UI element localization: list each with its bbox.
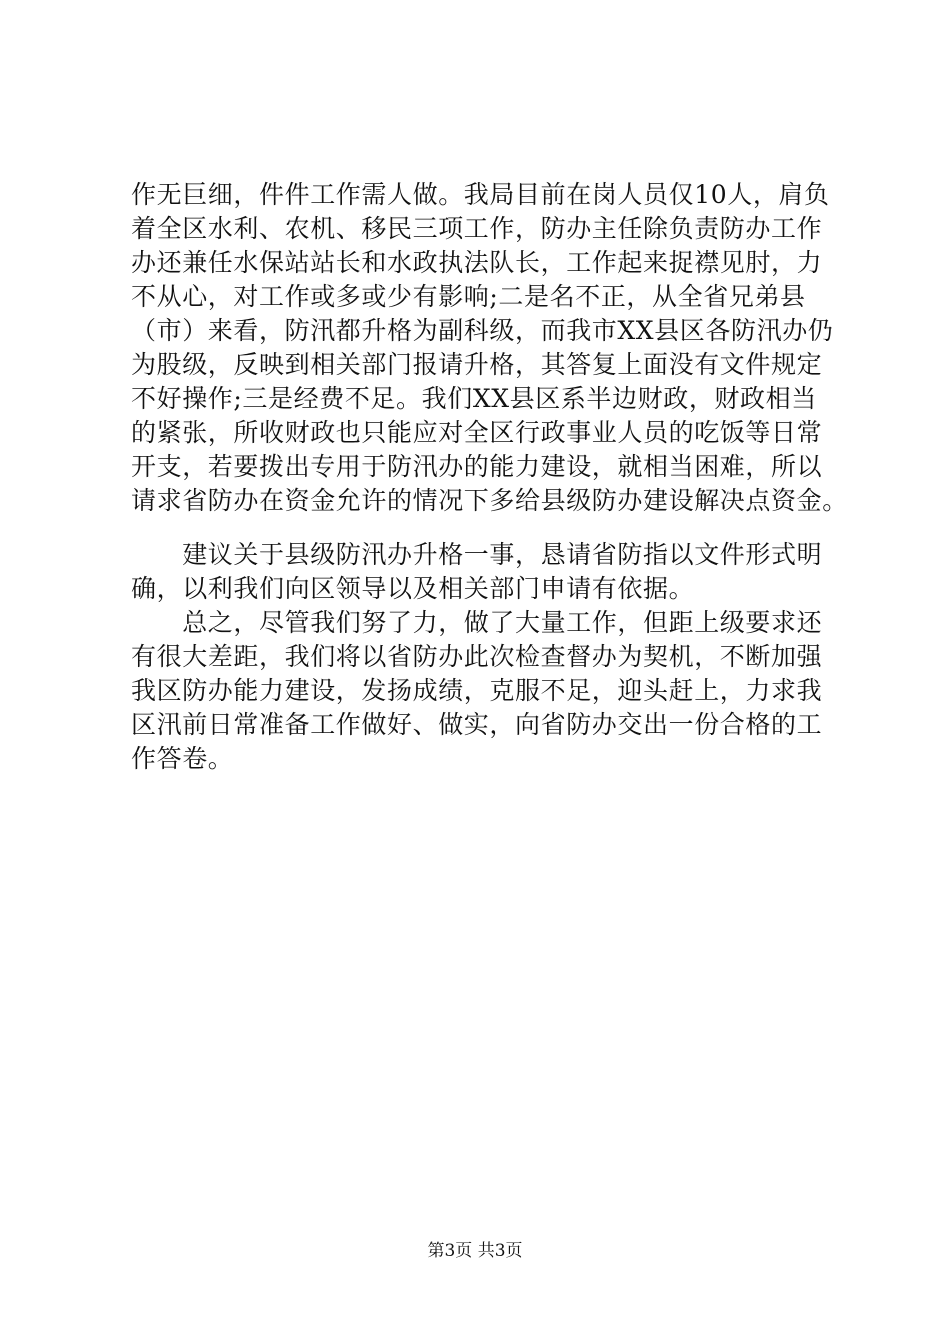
body-line: 的紧张，所收财政也只能应对全区行政事业人员的吃饭等日常 [131,418,823,447]
body-line: 办还兼任水保站站长和水政执法队长，工作起来捉襟见肘，力 [131,248,823,277]
body-line: 着全区水利、农机、移民三项工作，防办主任除负责防办工作 [131,214,823,243]
page-number-footer: 第3页 共3页 [427,1241,523,1261]
body-line: 请求省防办在资金允许的情况下多给县级防办建设解决点资金。 [131,486,848,515]
body-line: 我区防办能力建设，发扬成绩，克服不足，迎头赶上，力求我 [131,676,823,705]
body-line: （市）来看，防汛都升格为副科级，而我市XX县区各防汛办仍 [131,316,834,345]
body-line: 总之，尽管我们努了力，做了大量工作，但距上级要求还 [131,608,823,637]
body-line: 建议关于县级防汛办升格一事，恳请省防指以文件形式明 [131,540,823,569]
body-line: 不好操作;三是经费不足。我们XX县区系半边财政，财政相当 [131,384,817,413]
body-line: 为股级，反映到相关部门报请升格，其答复上面没有文件规定 [131,350,823,379]
body-line: 作答卷。 [131,744,234,773]
body-line: 区汛前日常准备工作做好、做实，向省防办交出一份合格的工 [131,710,823,739]
body-line: 作无巨细，件件工作需人做。我局目前在岗人员仅10人，肩负 [131,180,830,209]
body-line: 开支，若要拨出专用于防汛办的能力建设，就相当困难，所以 [131,452,823,481]
body-line: 不从心，对工作或多或少有影响;二是名不正，从全省兄弟县 [131,282,806,311]
body-line: 有很大差距，我们将以省防办此次检查督办为契机，不断加强 [131,642,823,671]
body-line: 确，以利我们向区领导以及相关部门申请有依据。 [131,574,695,603]
